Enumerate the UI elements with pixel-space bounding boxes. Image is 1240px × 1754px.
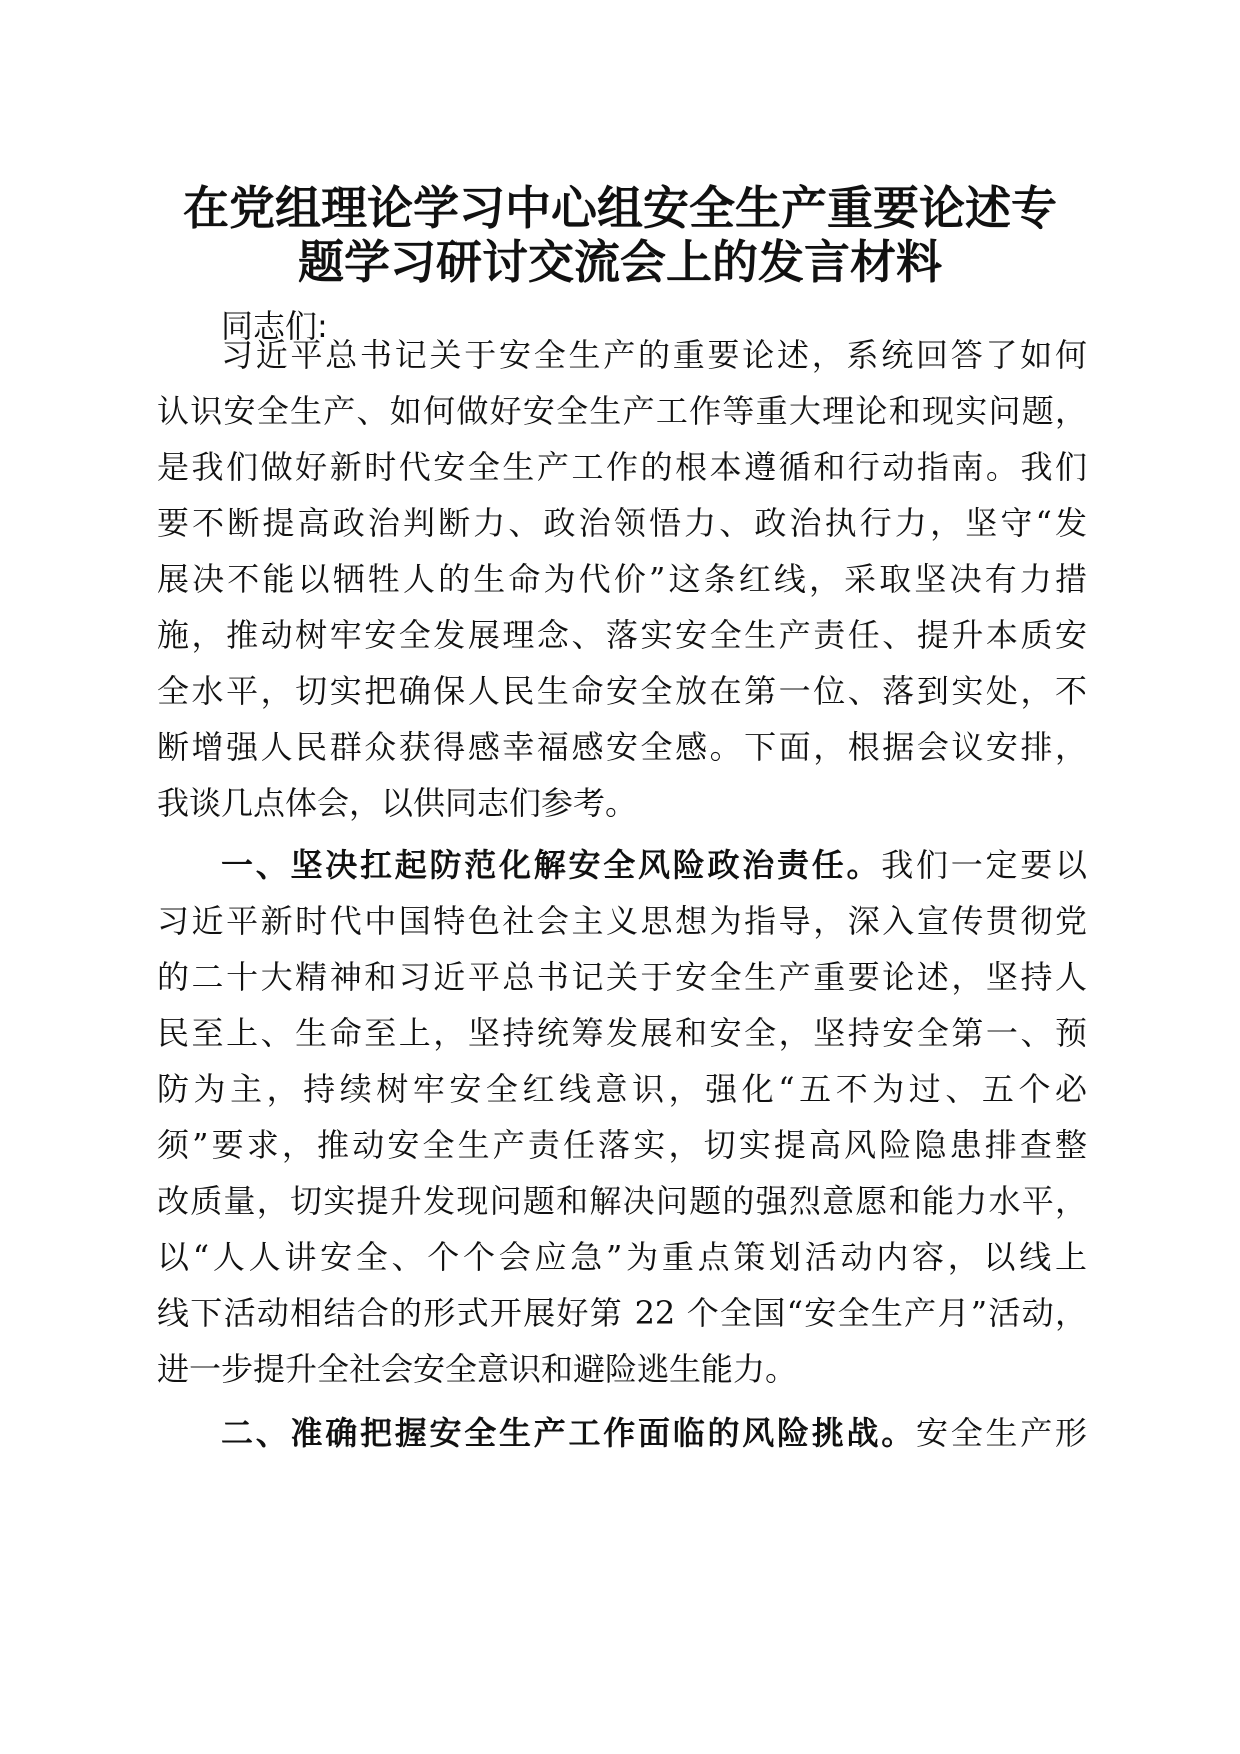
paragraph-1-line-5: 展决不能以牺牲人的生命为代价”这条红线，采取坚决有力措 — [157, 560, 1087, 598]
section-1-line-9: 线下活动相结合的形式开展好第 22 个全国“安全生产月”活动， — [157, 1294, 1087, 1332]
paragraph-1-line-4: 要不断提高政治判断力、政治领悟力、政治执行力，坚守“发 — [157, 504, 1087, 542]
section-1-line-7: 改质量，切实提升发现问题和解决问题的强烈意愿和能力水平， — [157, 1182, 1087, 1220]
section-1-heading: 一、坚决扛起防范化解安全风险政治责任。 — [221, 846, 882, 884]
paragraph-1-line-8: 断增强人民群众获得感幸福感安全感。下面，根据会议安排， — [157, 728, 1087, 766]
section-2-first-line — [221, 1405, 1087, 1461]
section-1-line-6: 须”要求，推动安全生产责任落实，切实提高风险隐患排查整 — [157, 1126, 1087, 1164]
section-1-line-10: 进一步提升全社会安全意识和避险逃生能力。 — [157, 1350, 798, 1388]
document-title-line-2: 题学习研讨交流会上的发言材料 — [298, 235, 942, 289]
document-title-line-1: 在党组理论学习中心组安全生产重要论述专 — [183, 181, 1057, 235]
section-1-first-line-rest: 我们一定要以 — [881, 846, 1087, 884]
salutation: 同志们: — [221, 307, 328, 345]
section-1-line-8: 以“人人讲安全、个个会应急”为重点策划活动内容，以线上 — [157, 1238, 1087, 1276]
paragraph-1-line-2: 认识安全生产、如何做好安全生产工作等重大理论和现实问题， — [157, 392, 1087, 430]
section-1-line-4: 民至上、生命至上，坚持统筹发展和安全，坚持安全第一、预 — [157, 1014, 1087, 1052]
paragraph-1-line-7: 全水平，切实把确保人民生命安全放在第一位、落到实处，不 — [157, 672, 1087, 710]
section-1-line-5: 防为主，持续树牢安全红线意识，强化“五不为过、五个必 — [157, 1070, 1087, 1108]
paragraph-1-line-6: 施，推动树牢安全发展理念、落实安全生产责任、提升本质安 — [157, 616, 1087, 654]
section-1-line-3: 的二十大精神和习近平总书记关于安全生产重要论述，坚持人 — [157, 958, 1087, 996]
section-2-heading: 二、准确把握安全生产工作面临的风险挑战。 — [221, 1414, 916, 1452]
section-2-first-line-rest: 安全生产形 — [915, 1414, 1087, 1452]
paragraph-1-line-3: 是我们做好新时代安全生产工作的根本遵循和行动指南。我们 — [157, 448, 1087, 486]
paragraph-1-line-9: 我谈几点体会，以供同志们参考。 — [157, 784, 638, 822]
section-1-first-line — [221, 837, 1087, 893]
section-1-line-2: 习近平新时代中国特色社会主义思想为指导，深入宣传贯彻党 — [157, 902, 1087, 940]
paragraph-1-line-1: 习近平总书记关于安全生产的重要论述，系统回答了如何 — [221, 336, 1087, 374]
